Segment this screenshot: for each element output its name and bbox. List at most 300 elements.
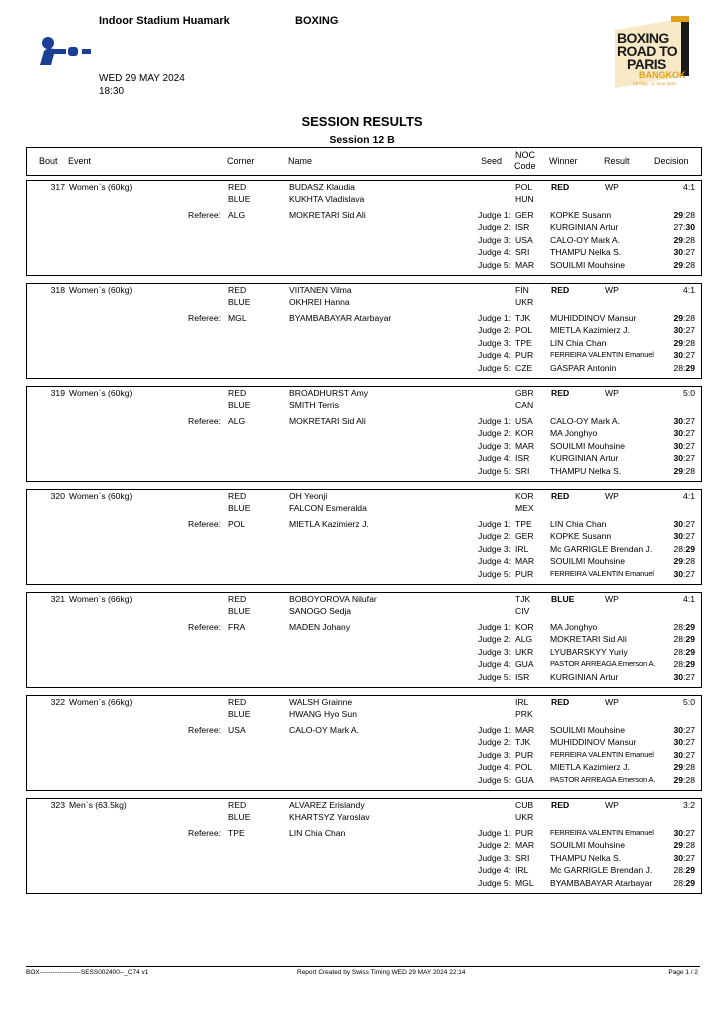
bout-block	[26, 283, 702, 379]
col-name: Name	[288, 156, 313, 166]
judge-name: SOUILMI Mouhsine	[550, 259, 625, 270]
col-event: Event	[68, 156, 92, 166]
venue-name: Indoor Stadium Huamark	[99, 15, 230, 27]
score-red: 30	[673, 325, 684, 336]
logo-line-4: BANGKOK	[639, 70, 686, 80]
score-separator: :	[683, 234, 686, 245]
judge-name: LIN Chia Chan	[550, 337, 607, 348]
judge-label: Judge 1:	[478, 622, 511, 632]
judge-score	[647, 312, 695, 324]
judge-label: Judge 2:	[478, 737, 511, 748]
judge-noc: GUA	[515, 659, 534, 670]
judge-name: Mc GARRIGLE Brendan J.	[550, 865, 653, 876]
judge-label: Judge 5:	[478, 362, 511, 373]
col-noc-code: Code	[514, 161, 536, 171]
session-title: Session 12 B	[329, 134, 395, 146]
judge-name: Mc GARRIGLE Brendan J.	[550, 543, 653, 554]
judge-label: Judge 4:	[478, 350, 511, 361]
score-red: 28	[673, 362, 684, 373]
score-red: 30	[673, 453, 684, 464]
blue-boxer-name: SMITH Terris	[289, 400, 339, 411]
corner-blue-label: BLUE	[228, 812, 251, 823]
footer-doc-code: BOX-------------------SESS002400--_C74 v1	[26, 969, 149, 976]
judge-label: Judge 2:	[478, 840, 511, 851]
score-blue: 29	[685, 622, 695, 632]
judge-name: LYUBARSKYY Yuriy	[550, 646, 628, 657]
judge-noc: GUA	[515, 774, 534, 785]
judge-noc: TPE	[515, 337, 532, 348]
red-boxer-noc: GBR	[515, 388, 534, 398]
bout-number: 317	[50, 182, 65, 192]
judge-name: CALO-OY Mark A.	[550, 416, 621, 426]
score-blue: 28	[685, 762, 695, 773]
blue-boxer-name: SANOGO Sedja	[289, 606, 352, 617]
result-type: WP	[605, 697, 619, 707]
judge-noc: SRI	[515, 247, 530, 258]
score-separator: :	[683, 671, 686, 682]
judge-name: SOUILMI Mouhsine	[550, 440, 625, 451]
judge-noc: MAR	[515, 556, 535, 567]
referee-name: LIN Chia Chan	[289, 828, 346, 838]
judge-label: Judge 4:	[478, 453, 511, 464]
score-blue: 28	[685, 337, 695, 348]
judge-score	[647, 658, 695, 670]
score-blue: 27	[685, 737, 695, 748]
judge-label: Judge 4:	[478, 556, 511, 567]
red-boxer-noc: CUB	[515, 800, 534, 810]
blue-boxer-name: KUKHTA Vladislava	[289, 194, 365, 205]
judge-noc: POL	[515, 762, 533, 773]
judge-score	[647, 465, 695, 477]
judge-label: Judge 5:	[478, 568, 511, 579]
judge-score	[647, 415, 695, 427]
judge-name: CALO-OY Mark A.	[550, 234, 621, 245]
session-time: 18:30	[99, 86, 125, 97]
judge-name: GASPAR Antonin	[550, 362, 617, 373]
judge-noc: PUR	[515, 749, 534, 760]
score-blue: 27	[685, 828, 695, 838]
corner-blue-label: BLUE	[228, 297, 251, 308]
score-red: 29	[673, 774, 684, 785]
bout-block	[26, 386, 702, 482]
judge-noc: TJK	[515, 313, 531, 323]
score-blue: 27	[685, 531, 695, 542]
score-separator: :	[683, 519, 686, 529]
corner-blue-label: BLUE	[228, 606, 251, 617]
score-separator: :	[683, 725, 686, 735]
bout-event: Women`s (60kg)	[69, 388, 133, 398]
score-red: 28	[673, 543, 684, 554]
bout-block	[26, 592, 702, 688]
blue-boxer-noc: UKR	[515, 812, 534, 823]
corner-blue-label: BLUE	[228, 709, 251, 720]
judge-label: Judge 1:	[478, 828, 511, 838]
judge-score	[647, 852, 695, 864]
judge-label: Judge 3:	[478, 234, 511, 245]
judge-score	[647, 543, 695, 555]
judge-name: KURGINIAN Artur	[550, 671, 619, 682]
score-separator: :	[683, 646, 686, 657]
red-boxer-name: VIITANEN Vilma	[289, 285, 352, 295]
judge-noc: MAR	[515, 725, 535, 735]
score-separator: :	[683, 210, 686, 220]
judge-name: FERREIRA VALENTIN Emanuel	[550, 828, 654, 837]
result-type: WP	[605, 491, 619, 501]
score-red: 30	[673, 828, 684, 838]
score-red: 30	[673, 725, 684, 735]
session-date: WED 29 MAY 2024	[99, 73, 185, 84]
judge-label: Judge 1:	[478, 519, 511, 529]
corner-blue-label: BLUE	[228, 194, 251, 205]
corner-red-label: RED	[228, 388, 247, 398]
score-separator: :	[683, 325, 686, 336]
score-separator: :	[683, 337, 686, 348]
judge-noc: ISR	[515, 453, 530, 464]
referee-name: MOKRETARI Sid Ali	[289, 210, 366, 220]
referee-label: Referee:	[188, 313, 221, 323]
judge-noc: ISR	[515, 671, 530, 682]
judge-noc: MAR	[515, 440, 535, 451]
score-red: 29	[673, 210, 684, 220]
score-red: 30	[673, 519, 684, 529]
judge-name: PASTOR ARREAGA Emerson A.	[550, 774, 656, 784]
score-red: 30	[673, 531, 684, 542]
red-boxer-noc: POL	[515, 182, 533, 192]
bout-number: 318	[50, 285, 65, 295]
bout-event: Women`s (60kg)	[69, 182, 133, 192]
score-red: 29	[673, 259, 684, 270]
score-blue: 29	[685, 865, 695, 876]
score-blue: 27	[685, 350, 695, 361]
score-red: 29	[673, 337, 684, 348]
score-blue: 27	[685, 725, 695, 735]
judge-score	[647, 452, 695, 464]
score-blue: 29	[685, 877, 695, 888]
judge-label: Judge 3:	[478, 337, 511, 348]
score-red: 29	[673, 556, 684, 567]
score-red: 28	[673, 877, 684, 888]
referee-label: Referee:	[188, 622, 221, 632]
bout-event: Women`s (66kg)	[69, 697, 133, 707]
result-type: WP	[605, 800, 619, 810]
result-type: WP	[605, 594, 619, 604]
score-separator: :	[683, 362, 686, 373]
score-blue: 28	[685, 840, 695, 851]
score-red: 30	[673, 350, 684, 361]
referee-label: Referee:	[188, 210, 221, 220]
winner-corner: RED	[551, 285, 570, 295]
judge-score	[647, 518, 695, 530]
decision: 4:1	[683, 594, 695, 604]
judge-noc: IRL	[515, 865, 529, 876]
score-blue: 27	[685, 416, 695, 426]
corner-red-label: RED	[228, 594, 247, 604]
score-red: 30	[673, 428, 684, 439]
blue-boxer-noc: MEX	[515, 503, 534, 514]
col-result: Result	[604, 156, 630, 166]
blue-boxer-noc: HUN	[515, 194, 534, 205]
referee-noc: TPE	[228, 828, 245, 838]
judge-name: PASTOR ARREAGA Emerson A.	[550, 659, 656, 669]
judge-score	[647, 362, 695, 374]
judge-score	[647, 774, 695, 786]
score-blue: 29	[685, 362, 695, 373]
blue-boxer-name: HWANG Hyo Sun	[289, 709, 357, 720]
judge-name: MIETLA Kazimierz J.	[550, 325, 630, 336]
winner-corner: RED	[551, 182, 570, 192]
score-red: 28	[673, 659, 684, 670]
referee-label: Referee:	[188, 828, 221, 838]
score-red: 30	[673, 671, 684, 682]
score-separator: :	[683, 313, 686, 323]
score-separator: :	[683, 749, 686, 760]
score-blue: 27	[685, 440, 695, 451]
winner-corner: RED	[551, 388, 570, 398]
score-separator: :	[683, 828, 686, 838]
judge-score	[647, 440, 695, 452]
score-separator: :	[683, 622, 686, 632]
score-red: 29	[673, 465, 684, 476]
judge-name: FERREIRA VALENTIN Emanuel	[550, 568, 654, 578]
decision: 4:1	[683, 491, 695, 501]
judge-name: BYAMBABAYAR Atarbayar	[550, 877, 653, 888]
judge-noc: ISR	[515, 222, 530, 233]
referee-name: MIETLA Kazimierz J.	[289, 519, 369, 529]
logo-line-2: ROAD TO	[617, 43, 678, 59]
bout-event: Women`s (60kg)	[69, 285, 133, 295]
decision: 5:0	[683, 697, 695, 707]
score-separator: :	[683, 774, 686, 785]
judge-name: FERREIRA VALENTIN Emanuel	[550, 350, 654, 360]
referee-noc: FRA	[228, 622, 246, 632]
score-blue: 28	[685, 465, 695, 476]
judge-label: Judge 3:	[478, 646, 511, 657]
referee-label: Referee:	[188, 725, 221, 735]
boxing-pictogram-icon	[38, 33, 92, 67]
score-separator: :	[683, 737, 686, 748]
judge-score	[647, 864, 695, 876]
judge-score	[647, 839, 695, 851]
referee-noc: POL	[228, 519, 246, 529]
judge-name: KURGINIAN Artur	[550, 453, 619, 464]
score-red: 27	[673, 222, 684, 233]
referee-noc: USA	[228, 725, 246, 735]
judge-name: MA Jonghyo	[550, 622, 598, 632]
judge-score	[647, 736, 695, 748]
score-red: 29	[673, 234, 684, 245]
boxing-road-to-paris-logo	[611, 16, 697, 92]
logo-line-1: BOXING	[617, 30, 669, 46]
judge-noc: IRL	[515, 543, 529, 554]
judge-score	[647, 724, 695, 736]
column-header-row	[26, 147, 702, 176]
footer-page-number: Page 1 / 2	[668, 969, 698, 976]
judge-name: SOUILMI Mouhsine	[550, 556, 625, 567]
judge-score	[647, 827, 695, 839]
red-boxer-name: BOBOYOROVA Nilufar	[289, 594, 377, 604]
score-red: 30	[673, 852, 684, 863]
col-noc: NOC	[515, 150, 535, 160]
judge-noc: CZE	[515, 362, 533, 373]
score-separator: :	[683, 762, 686, 773]
bout-number: 320	[50, 491, 65, 501]
judge-noc: PUR	[515, 350, 534, 361]
judge-label: Judge 2:	[478, 531, 511, 542]
score-separator: :	[683, 543, 686, 554]
score-blue: 27	[685, 428, 695, 439]
score-blue: 28	[685, 556, 695, 567]
score-blue: 28	[685, 234, 695, 245]
judge-score	[647, 555, 695, 567]
judge-name: KOPKE Susann	[550, 531, 612, 542]
red-boxer-name: BROADHURST Amy	[289, 388, 369, 398]
bout-block	[26, 695, 702, 791]
judge-score	[647, 633, 695, 645]
bout-event: Women`s (66kg)	[69, 594, 133, 604]
judge-name: THAMPU Nelka S.	[550, 465, 622, 476]
score-blue: 29	[685, 659, 695, 670]
score-red: 30	[673, 416, 684, 426]
judge-score	[647, 621, 695, 633]
score-blue: 27	[685, 453, 695, 464]
score-separator: :	[683, 634, 686, 645]
judge-label: Judge 1:	[478, 725, 511, 735]
score-separator: :	[683, 259, 686, 270]
judge-name: MIETLA Kazimierz J.	[550, 762, 630, 773]
judge-score	[647, 749, 695, 761]
judge-score	[647, 530, 695, 542]
col-corner: Corner	[227, 156, 255, 166]
score-separator: :	[683, 428, 686, 439]
score-blue: 27	[685, 671, 695, 682]
blue-boxer-noc: CIV	[515, 606, 530, 617]
bout-event: Men`s (63.5kg)	[69, 800, 127, 810]
judge-score	[647, 337, 695, 349]
judge-score	[647, 349, 695, 361]
score-separator: :	[683, 531, 686, 542]
judge-noc: TPE	[515, 519, 532, 529]
score-red: 28	[673, 646, 684, 657]
score-red: 30	[673, 568, 684, 579]
blue-boxer-name: KHARTSYZ Yaroslav	[289, 812, 370, 823]
sport-name: BOXING	[295, 15, 339, 27]
score-separator: :	[683, 350, 686, 361]
judge-label: Judge 4:	[478, 247, 511, 258]
judge-label: Judge 1:	[478, 313, 511, 323]
bout-event: Women`s (60kg)	[69, 491, 133, 501]
judge-name: SOUILMI Mouhsine	[550, 840, 625, 851]
bout-block	[26, 798, 702, 894]
judge-noc: KOR	[515, 622, 534, 632]
footer-report-created: Report Created by Swiss Timing WED 29 MAY 2024 22:14	[297, 969, 466, 976]
judge-label: Judge 5:	[478, 774, 511, 785]
score-separator: :	[683, 877, 686, 888]
bout-number: 319	[50, 388, 65, 398]
judge-noc: SRI	[515, 852, 530, 863]
score-red: 28	[673, 865, 684, 876]
score-separator: :	[683, 453, 686, 464]
score-red: 28	[673, 634, 684, 645]
judge-name: LIN Chia Chan	[550, 519, 607, 529]
score-red: 30	[673, 440, 684, 451]
judge-noc: PUR	[515, 828, 534, 838]
judge-label: Judge 4:	[478, 865, 511, 876]
judge-name: SOUILMI Mouhsine	[550, 725, 625, 735]
corner-blue-label: BLUE	[228, 503, 251, 514]
judge-noc: POL	[515, 325, 533, 336]
score-blue: 27	[685, 325, 695, 336]
judge-score	[647, 324, 695, 336]
judge-label: Judge 5:	[478, 671, 511, 682]
corner-blue-label: BLUE	[228, 400, 251, 411]
result-type: WP	[605, 182, 619, 192]
score-blue: 29	[685, 646, 695, 657]
judge-score	[647, 646, 695, 658]
judge-label: Judge 2:	[478, 634, 511, 645]
decision: 5:0	[683, 388, 695, 398]
judge-label: Judge 3:	[478, 440, 511, 451]
score-separator: :	[683, 440, 686, 451]
judge-label: Judge 3:	[478, 543, 511, 554]
judge-name: MOKRETARI Sid Ali	[550, 634, 627, 645]
judge-noc: GER	[515, 531, 534, 542]
judge-name: MA Jonghyo	[550, 428, 598, 439]
judge-score	[647, 568, 695, 580]
score-red: 30	[673, 247, 684, 258]
footer-rule	[26, 966, 700, 967]
judge-label: Judge 2:	[478, 325, 511, 336]
bout-block	[26, 489, 702, 585]
decision: 4:1	[683, 285, 695, 295]
judge-score	[647, 761, 695, 773]
judge-label: Judge 2:	[478, 222, 511, 233]
score-red: 29	[673, 313, 684, 323]
red-boxer-name: ALVAREZ Erislandy	[289, 800, 365, 810]
decision: 4:1	[683, 182, 695, 192]
judge-noc: USA	[515, 416, 533, 426]
corner-red-label: RED	[228, 800, 247, 810]
judge-noc: SRI	[515, 465, 530, 476]
judge-label: Judge 1:	[478, 416, 511, 426]
decision: 3:2	[683, 800, 695, 810]
referee-name: MADEN Johany	[289, 622, 351, 632]
judge-score	[647, 427, 695, 439]
result-type: WP	[605, 285, 619, 295]
blue-boxer-noc: CAN	[515, 400, 534, 411]
referee-name: MOKRETARI Sid Ali	[289, 416, 366, 426]
judge-label: Judge 3:	[478, 749, 511, 760]
red-boxer-name: BUDASZ Klaudia	[289, 182, 355, 192]
score-separator: :	[683, 556, 686, 567]
col-bout: Bout	[39, 156, 58, 166]
score-blue: 29	[685, 634, 695, 645]
judge-score	[647, 877, 695, 889]
score-blue: 27	[685, 568, 695, 579]
bout-number: 321	[50, 594, 65, 604]
judge-noc: MGL	[515, 877, 534, 888]
judge-noc: UKR	[515, 646, 534, 657]
red-boxer-name: WALSH Grainne	[289, 697, 353, 707]
judge-label: Judge 3:	[478, 852, 511, 863]
judge-label: Judge 2:	[478, 428, 511, 439]
referee-noc: MGL	[228, 313, 247, 323]
judge-noc: KOR	[515, 428, 534, 439]
judge-noc: ALG	[515, 634, 533, 645]
judge-name: THAMPU Nelka S.	[550, 247, 622, 258]
judge-noc: TJK	[515, 737, 531, 748]
blue-boxer-name: OKHREI Hanna	[289, 297, 350, 308]
blue-boxer-noc: UKR	[515, 297, 534, 308]
